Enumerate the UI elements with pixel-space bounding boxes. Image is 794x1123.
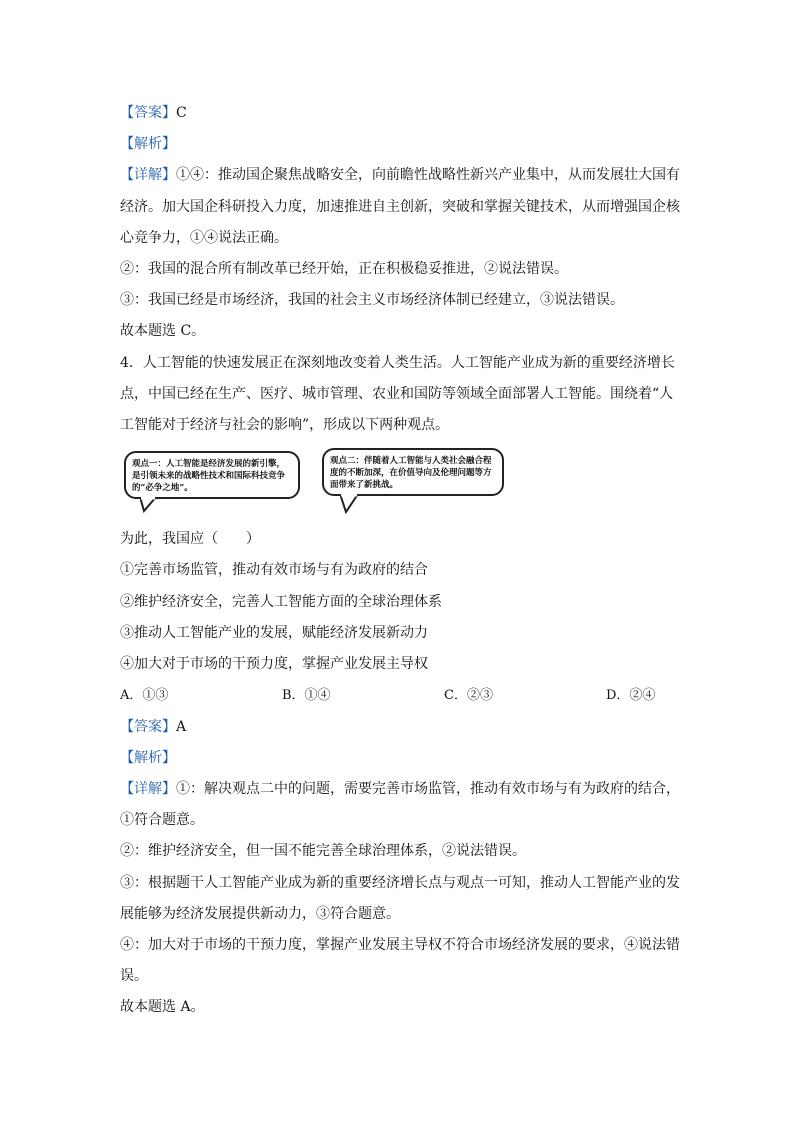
detail-text: ①符合题意。 [120,812,204,828]
statement-item: ④加大对于市场的干预力度，掌握产业发展主导权 [120,656,428,672]
detail-text: ②：维护经济安全，但一国不能完善全球治理体系，②说法错误。 [120,843,526,859]
question-stem: 点，中国已经在生产、医疗、城市管理、农业和国防等领域全面部署人工智能。围绕着“人 [120,386,674,402]
detail-text: ④：加大对于市场的干预力度，掌握产业发展主导权不符合市场经济发展的要求，④说法错 [120,937,680,953]
detail-text: 经济。加大国企科研投入力度，加速推进自主创新，突破和掌握关键技术，从而增强国企核 [120,199,680,215]
question-stem: 工智能对于经济与社会的影响”，形成以下两种观点。 [120,417,450,433]
detail-text: 误。 [120,968,148,984]
question-prompt: 为此，我国应（ ） [120,531,260,547]
answer-line-2 [120,717,680,737]
question-stem: 4．人工智能的快速发展正在深刻地改变着人类生活。人工智能产业成为新的重要经济增长 [120,355,675,371]
analysis-tag: 【解析】 [120,750,176,766]
option-a: A．①③ [120,688,169,703]
detail-text: ①：解决观点二中的问题，需要完善市场监管，推动有效市场与有为政府的结合， [176,781,680,797]
answer-line-1 [120,103,680,123]
detail-tag: 【详解】 [120,167,176,183]
statement-item: ①完善市场监管，推动有效市场与有为政府的结合 [120,562,428,578]
detail-tag: 【详解】 [120,781,176,797]
detail-line [120,165,680,185]
detail-line [120,779,680,799]
answer-tag: 【答案】 [120,719,176,735]
detail-text: ②：我国的混合所有制改革已经开始，正在积极稳妥推进，②说法错误。 [120,261,568,277]
option-d: D．②④ [606,688,656,703]
bubble-tail-1 [140,497,160,513]
answer-value: A [176,719,187,735]
detail-text: 展能够为经济发展提供新动力，③符合题意。 [120,906,400,922]
detail-text: ①④：推动国企聚焦战略安全，向前瞻性战略性新兴产业集中，从而发展壮大国有 [176,167,680,183]
detail-text: ③：我国已经是市场经济，我国的社会主义市场经济体制已经建立，③说法错误。 [120,292,624,308]
option-c: C．②③ [444,688,493,703]
statement-item: ②维护经济安全，完善人工智能方面的全球治理体系 [120,594,442,610]
viewpoint-bubble-2: 观点二：伴随着人工智能与人类社会融合程度的不断加深，在价值导向及伦理问题等方面带来了新挑战。 [322,448,504,496]
option-b: B．①④ [282,688,331,703]
statement-item: ③推动人工智能产业的发展，赋能经济发展新动力 [120,625,428,641]
analysis-tag: 【解析】 [120,136,176,152]
answer-value: C [176,105,187,121]
conclusion-text: 故本题选 A。 [120,999,205,1015]
conclusion-text: 故本题选 C。 [120,323,206,339]
detail-text: ③：根据题干人工智能产业成为新的重要经济增长点与观点一可知，推动人工智能产业的发 [120,875,680,891]
bubble-tail-2 [340,494,362,514]
detail-text: 心竞争力，①④说法正确。 [120,230,288,246]
answer-tag: 【答案】 [120,105,176,121]
viewpoint-bubble-1: 观点一：人工智能是经济发展的新引擎，是引领未来的战略性技术和国际科技竞争的“必争之地”。 [124,451,300,499]
